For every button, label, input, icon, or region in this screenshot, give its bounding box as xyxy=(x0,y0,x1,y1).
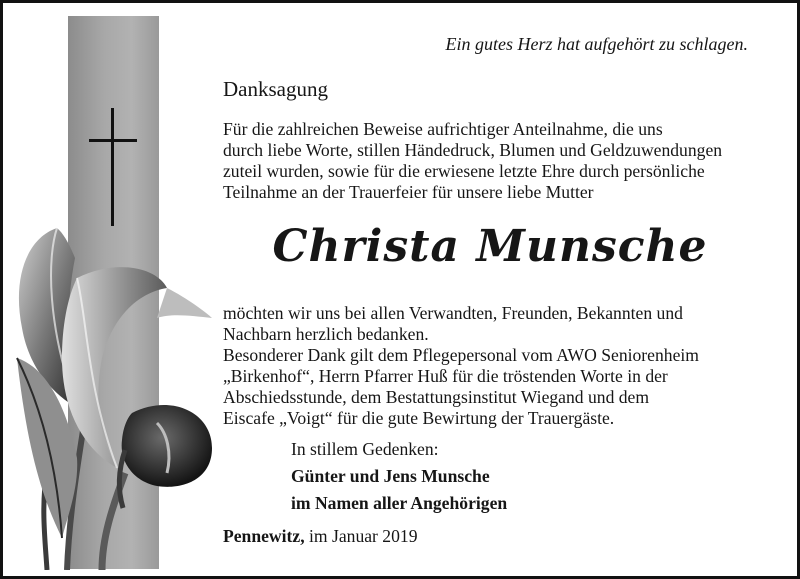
place-date-line xyxy=(223,526,418,547)
gratitude-paragraph xyxy=(223,303,757,429)
notice-heading: Danksagung xyxy=(223,77,328,101)
thanks-paragraph xyxy=(223,119,757,203)
text-line: „Birkenhof“, Herrn Pfarrer Huß für die tröstenden Worte in der xyxy=(223,366,668,386)
text-line: möchten wir uns bei allen Verwandten, Freunden, Bekannten und xyxy=(223,303,683,323)
signoff-intro: In stillem Gedenken: xyxy=(291,439,439,459)
text-line: Teilnahme an der Trauerfeier für unsere liebe Mutter xyxy=(223,182,594,202)
text-line: Abschiedsstunde, dem Bestattungsinstitut Wiegand und dem xyxy=(223,387,650,407)
mourner-names: Günter und Jens Munsche xyxy=(291,466,490,486)
text-line: zuteil wurden, sowie für die erwiesene letzte Ehre durch persönliche xyxy=(223,161,705,181)
cross-icon xyxy=(89,108,137,226)
mourner-relatives: im Namen aller Angehörigen xyxy=(291,493,508,513)
text-line: Für die zahlreichen Beweise aufrichtiger Anteilnahme, die uns xyxy=(223,119,663,139)
deceased-name: Christa Munsche xyxy=(272,221,708,272)
text-line: Nachbarn herzlich bedanken. xyxy=(223,324,429,344)
text-line: Besonderer Dank gilt dem Pflegepersonal vom AWO Seniorenheim xyxy=(223,345,699,365)
text-line: Eiscafe „Voigt“ für die gute Bewirtung der Trauergäste. xyxy=(223,408,615,428)
place-name: Pennewitz, xyxy=(223,526,305,546)
calla-lily-image xyxy=(7,218,222,570)
motto-line: Ein gutes Herz hat aufgehört zu schlagen. xyxy=(445,34,748,54)
date-text: im Januar 2019 xyxy=(309,526,418,546)
text-line: durch liebe Worte, stillen Händedruck, Blumen und Geldzuwendungen xyxy=(223,140,723,160)
